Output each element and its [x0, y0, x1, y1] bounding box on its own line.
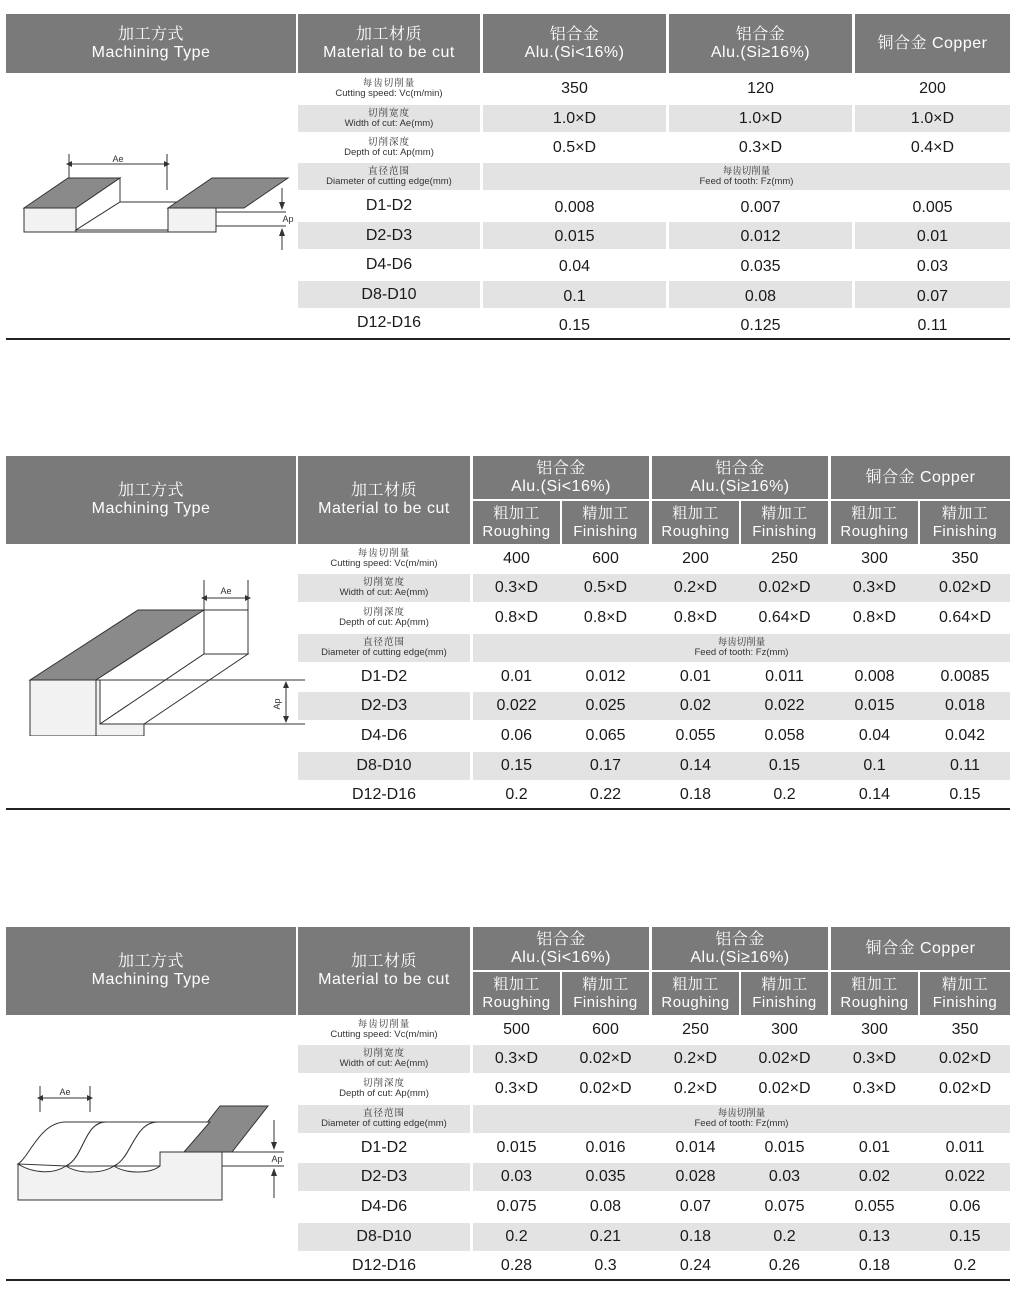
diameter-cell: D12-D16: [351, 786, 417, 803]
width-value: 1.0×D: [738, 109, 783, 127]
feed-cell: 0.125: [740, 317, 781, 334]
alu-lt16-header: 铝合金 Alu.(Si<16%): [473, 927, 649, 970]
alu-ge16-header: 铝合金 Alu.(Si≥16%): [669, 14, 852, 73]
feed-cell: 0.03: [500, 1168, 533, 1185]
alu-ge16-header: 铝合金 Alu.(Si≥16%): [652, 456, 828, 499]
alu-lt16-header: 铝合金 Alu.(Si<16%): [473, 456, 649, 499]
feed-cell: 0.022: [944, 1168, 986, 1185]
speed-value: 300: [861, 550, 888, 567]
feed-cell: 0.01: [679, 668, 712, 685]
speed-value: 600: [592, 1021, 619, 1038]
feed-of-tooth-label: 每齿切削量 Feed of tooth: Fz(mm): [699, 165, 794, 187]
feed-cell: 0.075: [496, 1198, 537, 1215]
machining-type-header: 加工方式 Machining Type: [6, 14, 296, 73]
depth-value: 0.64×D: [758, 609, 811, 626]
feed-cell: 0.15: [768, 757, 801, 774]
speed-value: 250: [771, 550, 798, 567]
diameter-cell: D8-D10: [356, 1228, 412, 1245]
finishing-header: 精加工 Finishing: [562, 501, 649, 544]
roughing-header: 粗加工 Roughing: [652, 501, 739, 544]
speed-value: 250: [682, 1021, 709, 1038]
diameter-cell: D12-D16: [351, 1257, 417, 1274]
feed-cell: 0.035: [740, 258, 781, 275]
side-milling-diagram: [20, 576, 305, 736]
diameter-cell: D1-D2: [365, 197, 413, 214]
depth-value: 0.5×D: [552, 138, 597, 156]
depth-of-cut-label: 切削深度 Depth of cut: Ap(mm): [339, 607, 429, 628]
width-value: 0.3×D: [494, 579, 539, 596]
feed-cell: 0.02: [858, 1168, 891, 1185]
width-value: 0.02×D: [758, 579, 811, 596]
depth-value: 0.02×D: [758, 1080, 811, 1097]
contour-milling-diagram: [14, 1082, 299, 1207]
diameter-cell: D1-D2: [360, 1139, 408, 1156]
feed-cell: 0.008: [554, 199, 595, 216]
depth-value: 0.3×D: [738, 138, 783, 156]
diameter-cell: D2-D3: [365, 226, 413, 244]
feed-cell: 0.28: [500, 1257, 533, 1274]
table-bottom-rule: [6, 808, 1010, 810]
diameter-cell: D1-D2: [360, 668, 408, 685]
cutting-speed-label: 每齿切削量 Cutting speed: Vc(m/min): [330, 1019, 438, 1040]
width-of-cut-label: 切削宽度 Width of cut: Ae(mm): [339, 577, 429, 598]
width-of-cut-label: 切削宽度 Width of cut: Ae(mm): [344, 107, 434, 129]
ap-label: Ap: [272, 698, 282, 710]
width-value: 0.3×D: [494, 1050, 539, 1067]
table-bottom-rule: [6, 1279, 1010, 1281]
diameter-cell: D2-D3: [360, 697, 408, 714]
feed-cell: 0.014: [675, 1139, 716, 1156]
diameter-cell: D4-D6: [360, 1198, 408, 1215]
feed-cell: 0.055: [854, 1198, 895, 1215]
feed-cell: 0.22: [589, 786, 622, 803]
feed-cell: 0.012: [740, 227, 781, 245]
finishing-header: 精加工 Finishing: [741, 501, 828, 544]
cutting-speed-label: 每齿切削量 Cutting speed: Vc(m/min): [330, 548, 438, 569]
copper-header: 铜合金 Copper: [831, 456, 1010, 499]
feed-cell: 0.14: [858, 786, 891, 803]
feed-cell: 0.11: [950, 757, 980, 774]
depth-value: 0.3×D: [852, 1080, 897, 1097]
width-value: 1.0×D: [552, 109, 597, 127]
cutting-speed-label: 每齿切削量 Cutting speed: Vc(m/min): [335, 78, 443, 99]
feed-cell: 0.2: [505, 786, 528, 803]
feed-cell: 0.01: [916, 227, 949, 245]
feed-cell: 0.04: [858, 727, 891, 744]
ae-label: Ae: [59, 1087, 71, 1097]
feed-cell: 0.08: [744, 287, 777, 305]
roughing-header: 粗加工 Roughing: [831, 972, 918, 1015]
feed-cell: 0.065: [585, 727, 626, 744]
copper-header: 铜合金 Copper: [831, 927, 1010, 970]
feed-cell: 0.11: [917, 317, 948, 334]
feed-cell: 0.15: [558, 317, 591, 334]
ae-label: Ae: [220, 586, 232, 596]
table-1: [6, 14, 1010, 342]
ap-label: Ap: [282, 214, 294, 224]
alu-ge16-header: 铝合金 Alu.(Si≥16%): [652, 927, 828, 970]
feed-cell: 0.007: [740, 199, 781, 216]
diameter-cell: D12-D16: [356, 314, 422, 331]
depth-of-cut-label: 切削深度 Depth of cut: Ap(mm): [344, 136, 434, 158]
roughing-header: 粗加工 Roughing: [473, 501, 560, 544]
finishing-header: 精加工 Finishing: [741, 972, 828, 1015]
feed-cell: 0.2: [953, 1257, 977, 1274]
depth-value: 0.8×D: [673, 609, 718, 626]
feed-cell: 0.015: [764, 1139, 805, 1156]
feed-cell: 0.15: [949, 786, 981, 803]
speed-value: 300: [861, 1021, 888, 1038]
width-value: 0.2×D: [673, 1050, 718, 1067]
depth-value: 0.3×D: [494, 1080, 539, 1097]
feed-cell: 0.022: [496, 697, 537, 714]
feed-cell: 0.011: [945, 1139, 985, 1156]
finishing-header: 精加工 Finishing: [920, 501, 1010, 544]
feed-cell: 0.03: [768, 1168, 801, 1185]
table-2: [6, 456, 1010, 812]
feed-cell: 0.18: [858, 1257, 891, 1274]
speed-value: 600: [592, 550, 619, 567]
feed-cell: 0.02: [679, 697, 712, 714]
feed-cell: 0.1: [563, 287, 586, 305]
speed-value: 300: [771, 1021, 798, 1038]
feed-cell: 0.0085: [940, 668, 990, 685]
alu-lt16-header: 铝合金 Alu.(Si<16%): [483, 14, 666, 73]
diameter-label: 直径范围 Diameter of cutting edge(mm): [321, 1108, 447, 1129]
width-value: 0.2×D: [673, 579, 718, 596]
ap-label: Ap: [271, 1154, 283, 1164]
feed-cell: 0.005: [912, 199, 953, 216]
feed-of-tooth-label: 每齿切削量 Feed of tooth: Fz(mm): [694, 1108, 789, 1129]
table-bottom-rule: [6, 338, 1010, 340]
material-header: 加工材质 Material to be cut: [298, 456, 470, 544]
diameter-label: 直径范围 Diameter of cutting edge(mm): [321, 637, 447, 658]
feed-cell: 0.13: [858, 1228, 891, 1245]
diameter-label: 直径范围 Diameter of cutting edge(mm): [326, 165, 452, 187]
width-value: 0.02×D: [579, 1050, 632, 1067]
depth-value: 0.8×D: [583, 609, 628, 626]
finishing-header: 精加工 Finishing: [562, 972, 649, 1015]
feed-cell: 0.14: [679, 757, 712, 774]
feed-cell: 0.18: [679, 1228, 712, 1245]
feed-cell: 0.015: [554, 227, 595, 245]
speed-value: 500: [503, 1021, 530, 1038]
feed-cell: 0.18: [679, 786, 712, 803]
depth-value: 0.02×D: [579, 1080, 632, 1097]
width-value: 0.02×D: [758, 1050, 811, 1067]
roughing-header: 粗加工 Roughing: [831, 501, 918, 544]
width-value: 0.3×D: [852, 1050, 897, 1067]
machining-type-header: 加工方式 Machining Type: [6, 927, 296, 1015]
depth-value: 0.02×D: [938, 1080, 992, 1097]
feed-cell: 0.2: [773, 786, 796, 803]
roughing-header: 粗加工 Roughing: [652, 972, 739, 1015]
depth-value: 0.4×D: [910, 138, 955, 156]
table-3: [6, 927, 1010, 1283]
feed-cell: 0.03: [916, 258, 949, 275]
width-value: 0.02×D: [938, 1050, 992, 1067]
feed-cell: 0.01: [500, 668, 533, 685]
feed-cell: 0.07: [916, 287, 949, 305]
feed-cell: 0.07: [679, 1198, 712, 1215]
diameter-cell: D8-D10: [356, 757, 412, 774]
finishing-header: 精加工 Finishing: [920, 972, 1010, 1015]
width-value: 0.5×D: [583, 579, 628, 596]
diameter-cell: D2-D3: [360, 1168, 408, 1185]
width-value: 0.02×D: [938, 579, 992, 596]
slot-milling-diagram: [16, 154, 296, 254]
depth-value: 0.64×D: [938, 609, 992, 626]
feed-cell: 0.016: [585, 1139, 626, 1156]
feed-of-tooth-label: 每齿切削量 Feed of tooth: Fz(mm): [694, 637, 789, 658]
material-header: 加工材质 Material to be cut: [298, 927, 470, 1015]
feed-cell: 0.15: [500, 757, 533, 774]
diameter-cell: D8-D10: [361, 285, 417, 303]
depth-of-cut-label: 切削深度 Depth of cut: Ap(mm): [339, 1078, 429, 1099]
speed-value: 200: [919, 80, 946, 97]
feed-cell: 0.011: [765, 668, 804, 685]
feed-cell: 0.058: [764, 727, 805, 744]
speed-value: 120: [747, 80, 774, 97]
speed-value: 200: [682, 550, 709, 567]
feed-cell: 0.015: [854, 697, 895, 714]
speed-value: 350: [951, 550, 979, 567]
feed-cell: 0.21: [589, 1228, 622, 1245]
feed-cell: 0.2: [773, 1228, 796, 1245]
feed-cell: 0.015: [496, 1139, 537, 1156]
feed-cell: 0.028: [675, 1168, 716, 1185]
feed-cell: 0.06: [500, 727, 533, 744]
ae-label: Ae: [112, 154, 124, 164]
feed-cell: 0.2: [505, 1228, 528, 1245]
feed-cell: 0.01: [858, 1139, 891, 1156]
feed-cell: 0.055: [675, 727, 716, 744]
copper-header: 铜合金 Copper: [855, 14, 1010, 73]
diameter-cell: D4-D6: [365, 256, 413, 273]
speed-value: 350: [951, 1021, 979, 1038]
width-of-cut-label: 切削宽度 Width of cut: Ae(mm): [339, 1048, 429, 1069]
feed-cell: 0.08: [589, 1198, 622, 1215]
feed-cell: 0.1: [863, 757, 886, 774]
width-value: 0.3×D: [852, 579, 897, 596]
feed-cell: 0.025: [585, 697, 626, 714]
feed-cell: 0.26: [768, 1257, 801, 1274]
roughing-header: 粗加工 Roughing: [473, 972, 560, 1015]
feed-cell: 0.022: [764, 697, 805, 714]
diameter-cell: D4-D6: [360, 727, 408, 744]
feed-cell: 0.008: [854, 668, 895, 685]
feed-cell: 0.012: [585, 668, 626, 685]
depth-value: 0.8×D: [852, 609, 897, 626]
feed-cell: 0.3: [594, 1257, 617, 1274]
width-value: 1.0×D: [910, 109, 955, 127]
feed-cell: 0.17: [589, 757, 622, 774]
feed-cell: 0.06: [949, 1198, 981, 1215]
feed-cell: 0.042: [944, 727, 986, 744]
depth-value: 0.8×D: [494, 609, 539, 626]
feed-cell: 0.04: [558, 258, 591, 275]
machining-type-header: 加工方式 Machining Type: [6, 456, 296, 544]
material-header: 加工材质 Material to be cut: [298, 14, 480, 73]
feed-cell: 0.15: [949, 1228, 981, 1245]
feed-cell: 0.24: [679, 1257, 712, 1274]
speed-value: 400: [503, 550, 530, 567]
speed-value: 350: [561, 80, 588, 97]
feed-cell: 0.018: [944, 697, 986, 714]
feed-cell: 0.035: [585, 1168, 626, 1185]
feed-cell: 0.075: [764, 1198, 805, 1215]
depth-value: 0.2×D: [673, 1080, 718, 1097]
